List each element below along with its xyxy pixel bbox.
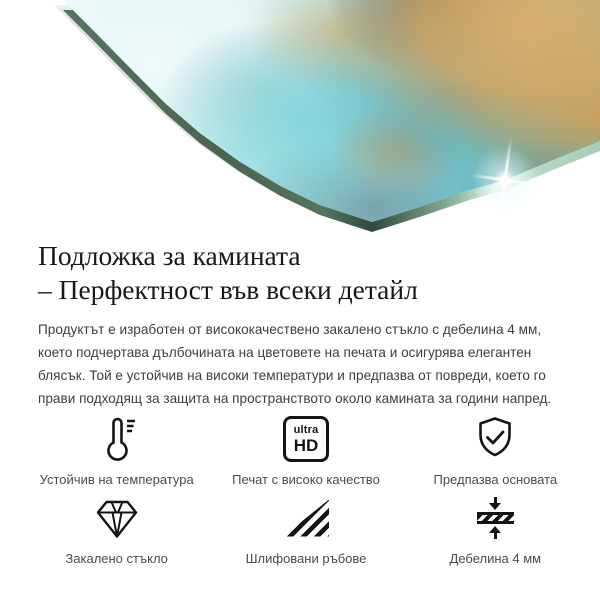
product-description: Продуктът е изработен от висококачествено закалено стъкло с дебелина 4 мм, което подчертава дълбочината на цветовете на печата и осигурява елегантен блясък. Той е устойчив на високи температури и предпазва от повреди, което го прави подходящ за защита на пространството около камината за години напред. [38,322,552,406]
feature-label: Закалено стъкло [65,551,168,566]
feature-protects-base [401,414,590,487]
feature-label: Устойчив на температура [39,472,194,487]
page-title-line1: Подложка за камината [38,240,301,271]
product-photo [0,0,600,233]
page-title [0,239,600,307]
thermometer-icon [93,414,141,464]
sparkle-icon [461,136,549,224]
feature-temperature [22,414,211,487]
ultra-hd-icon [283,414,329,464]
ultra-hd-text-bottom: HD [293,435,319,455]
thickness-icon [477,493,514,543]
shield-check-icon [471,414,519,464]
feature-label: Предпазва основата [433,472,558,487]
feature-tempered-glass [22,493,211,566]
feature-label: Печат с високо качество [232,472,380,487]
feature-print-quality [211,414,400,487]
ultra-hd-text-top: ultra [293,423,319,436]
diamond-icon [93,493,141,543]
polished-edges-icon [283,493,329,543]
feature-polished-edges [211,493,400,566]
feature-thickness [401,493,590,566]
feature-label: Дебелина 4 мм [449,551,542,566]
features-grid [0,414,600,566]
page-title-line2: – Перфектност във всеки детайл [38,274,418,305]
feature-label: Шлифовани ръбове [245,551,367,566]
